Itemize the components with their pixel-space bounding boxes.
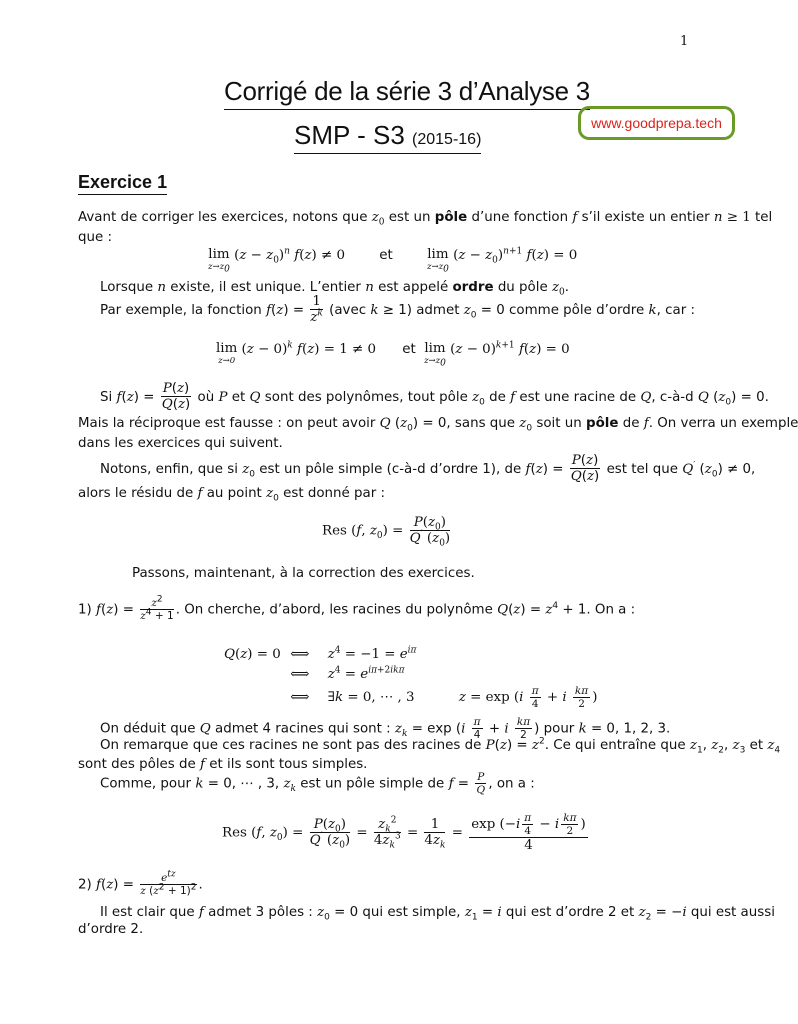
poles-line-2: d’ordre 2. bbox=[78, 922, 144, 937]
roots-derivation bbox=[224, 645, 597, 710]
residue-computation: Res (f, $z_0$) = $\frac{P(z_0)}{Q' (z_0)}$ = $\frac{z_k^2}{4z_k^3}$ = $\frac{1}{4z_k}$ = exp (−i $\frac{\pi}{4}$ − i $\frac{k\pi}{2}$ ) 4 bbox=[222, 812, 586, 854]
rational-function-line: Si f(z) = $\frac{P(z)}{Q(z)}$ où P et Q sont des polynômes, tout pôle $z_0$ de f est une racine de Q, c-à-d Q $(z_0) = 0$. bbox=[100, 381, 769, 413]
watermark-text: www.goodprepa.tech bbox=[591, 115, 722, 131]
example-limit-formula: lim z→0 $(z - 0)^k$ f(z) = 1 ≠ 0 et lim $z\to z_0$ $(z - 0)^{k+1}$ f(z) = 0 bbox=[216, 340, 570, 370]
page-number: 1 bbox=[680, 34, 689, 49]
watermark-link[interactable] bbox=[578, 106, 735, 140]
intro-line-1: Avant de corriger les exercices, notons que $z_0$ est un pôle d’une fonction f s’il existe un entier n ≥ 1 tel bbox=[78, 210, 773, 228]
roots-step-1: Q(z) = 0 ⟺ $z^4 = -1 = e^{i\pi}$ bbox=[224, 645, 417, 662]
roots-step-2: ⟺ $z^4 = e^{i\pi+2ik\pi}$ bbox=[286, 665, 405, 682]
simple-pole-note: Comme, pour k = 0, ⋯ , 3, $z_k$ est un pôle simple de f = $\frac{P}{Q}$ , on a : bbox=[100, 771, 535, 797]
section-heading: Exercice 1 bbox=[78, 172, 167, 195]
poles-line-1: Il est clair que f admet 3 pôles : $z_0 = 0$ qui est simple, $z_1 = i$ qui est d’ordre 2 et $z_2 = -i$ qui est aussi bbox=[100, 905, 775, 923]
roots-remark: On remarque que ces racines ne sont pas des racines de $P(z) = z^2$. Ce qui entraîne que $z_1$, $z_2$, $z_3$ et $z_4$ bbox=[100, 736, 781, 756]
roots-remark-2: sont des pôles de f et ils sont tous simples. bbox=[78, 757, 368, 772]
residue-intro: alors le résidu de f au point $z_0$ est donné par : bbox=[78, 486, 386, 504]
simple-pole-line: Notons, enfin, que si $z_0$ est un pôle simple (c-à-d d’ordre 1), de f(z) = $\frac{P(z)}{Q(z)}$ est tel que Q′ $(z_0) \ne 0$, bbox=[100, 453, 756, 485]
document-subtitle bbox=[294, 120, 481, 154]
question-1-statement: 1) f(z) = $\frac{z^2}{z^4 + 1}$ . On cherche, d’abord, les racines du polynôme $Q(z) = z^4 + 1$. On a : bbox=[78, 594, 636, 623]
limit-formula: lim $z\to z_0$ $(z - z_0)^n$ f(z) ≠ 0 et lim $z\to z_0$ $(z - z_0)^{n+1}$ f(z) = 0 bbox=[208, 246, 578, 276]
document-title: Corrigé de la série 3 d’Analyse 3 bbox=[224, 76, 590, 110]
example-line: Par exemple, la fonction f(z) = $\frac{1}{z^k}$ (avec k ≥ 1) admet $z_0 = 0$ comme pôle d’ordre k, car : bbox=[100, 294, 696, 326]
intro-line-2: que : bbox=[78, 230, 112, 245]
roots-step-3: ⟺ ∃k = 0, ⋯ , 3 z = exp (i $\frac{\pi}{4}$ + i $\frac{k\pi}{2}$ ) bbox=[286, 685, 598, 711]
question-2-statement: 2) f(z) = $\frac{e^{tz}}{z (z^2 + 1)^2}$ . bbox=[78, 869, 203, 898]
converse-line-1: Mais la réciproque est fausse : on peut avoir Q $(z_0) = 0$, sans que $z_0$ soit un pôle de f. On verra un exemple bbox=[78, 416, 798, 434]
passons-line: Passons, maintenant, à la correction des exercices. bbox=[132, 566, 475, 581]
academic-year: (2015-16) bbox=[412, 131, 482, 148]
order-definition: Lorsque n existe, il est unique. L’entier n est appelé ordre du pôle $z_0$. bbox=[100, 280, 570, 298]
converse-line-2: dans les exercices qui suivent. bbox=[78, 436, 283, 451]
roots-result: On déduit que Q admet 4 racines qui sont : $z_k = \exp (i$ $\frac{\pi}{4}$ + i $\frac{k\pi}{2}$ ) pour k = 0, 1, 2, 3. bbox=[100, 716, 671, 742]
residue-formula: Res (f, $z_0$) = $\frac{P(z_0)}{Q' (z_0)}$ bbox=[322, 515, 451, 550]
course-code: SMP - S3 bbox=[294, 120, 405, 150]
